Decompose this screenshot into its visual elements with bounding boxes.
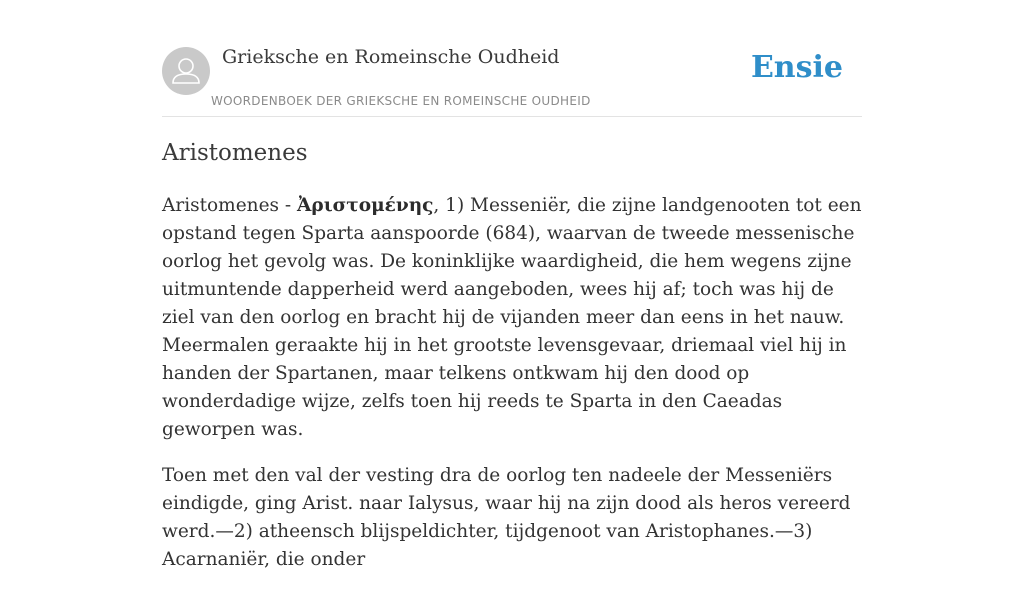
source-title-link[interactable]: Grieksche en Romeinsche Oudheid — [222, 46, 560, 68]
source-subtitle: WOORDENBOEK DER GRIEKSCHE EN ROMEINSCHE OUDHEID — [211, 94, 591, 108]
entry-lead: Aristomenes - — [162, 195, 298, 216]
user-icon — [162, 47, 210, 95]
page-container — [162, 0, 862, 570]
brand-logo[interactable]: Ensie — [750, 50, 843, 85]
greek-term: Ἀριστομένης — [297, 195, 434, 216]
paragraph-1-text: , 1) Messeniër, die zijne landgenooten tot een opstand tegen Sparta aanspoorde (684), waarvan de tweede messenische oorlog het gevolg was. De koninklijke waardigheid, die hem wegens zijne uitmuntende dapperheid werd aangeboden, wees hij af; toch was hij de ziel van den oorlog en bracht hij de vijanden meer dan eens in het nauw. Meermalen geraakte hij in het grootste levensgevaar, driemaal viel hij in handen der Spartanen, maar telkens ontkwam hij den dood op wonderdadige wijze, zelfs toen hij reeds te Sparta in den Caeadas geworpen was. — [162, 195, 862, 440]
page-header — [162, 0, 862, 117]
entry-title: Aristomenes — [162, 140, 308, 166]
entry-body — [162, 192, 862, 592]
source-avatar[interactable] — [162, 47, 210, 95]
paragraph-2: Toen met den val der vesting dra de oorlog ten nadeele der Messeniërs eindigde, ging Arist. naar Ialysus, waar hij na zijn dood als heros vereerd werd.—2) atheensch blijspeldichter, tijdgenoot van Aristophanes.—3) Acarnaniër, die onder — [162, 465, 851, 570]
paragraph-1 — [162, 192, 862, 444]
